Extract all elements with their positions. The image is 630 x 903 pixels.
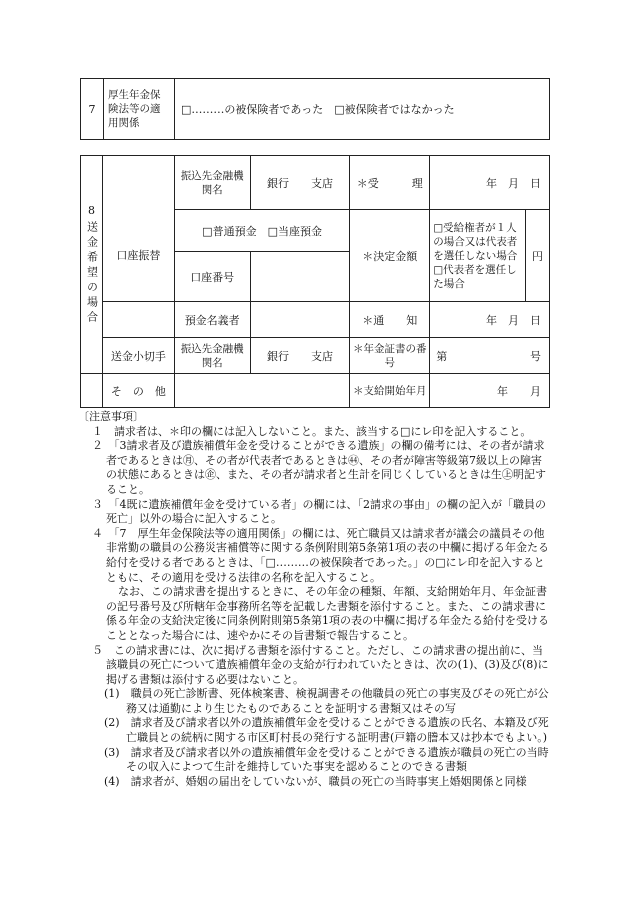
note-4: ４ 「7 厚生年金保険法等の適用関係」の欄には、死亡職員又は請求者が議会の議員その他非常勤の職員の公務災害補償等に関する条例附則第5条第1項の表の中欄に掲げる年金たる給付を受ける者であるときは、「□………の被保険者であった。」の□にレ印を記入するとともに、その適用を受ける法律の名称を記入すること。: [92, 526, 549, 584]
account-holder-field[interactable]: [250, 302, 350, 338]
note-5: ５ この請求書には、次に掲げる書類を添付すること。ただし、この請求書の提出前に、当該職員の死亡について遺族補償年金の支給が行われていたときは、次の(1)、(3)及び(8)に掲げる書類は添付する必要はないこと。: [92, 643, 549, 686]
section8-table: [80, 155, 550, 408]
note-5-item-2: (2) 請求者及び請求者以外の遺族補償年金を受けることができる遺族の氏名、本籍及び死亡職員との続柄に関する市区町村長の発行する証明書(戸籍の謄本又は抄本でもよい。): [104, 716, 549, 745]
note-5-item-1: (1) 職員の死亡診断書、死体検案書、検視調書その他職員の死亡の事実及びその死亡が公務又は通勤により生じたものであることを証明する書類又はその写: [104, 687, 549, 715]
notice-date[interactable]: 年 月 日: [430, 302, 550, 338]
section7-table: [80, 78, 550, 140]
other-field[interactable]: [174, 374, 350, 408]
note-5-item-3: (3) 請求者及び請求者以外の遺族補償年金を受けることができる遺族が職員の死亡の当時その収入によつて生計を維持していた事実を認めることのできる書類: [104, 745, 549, 774]
account-number-label: 口座番号: [174, 252, 250, 302]
receipt-date[interactable]: 年 月 日: [430, 156, 550, 210]
decision-amount-note[interactable]: □受給権者が１人の場合又は代表者を選任しない場合□代表者を選任した場合: [430, 210, 526, 302]
s8-number: 8: [87, 203, 95, 217]
note-5-item-4: (4) 請求者が、婚姻の届出をしていないが、職員の死亡の当時事実上婚姻関係と同様: [104, 774, 527, 788]
note-1: １ 請求者は、＊印の欄には記入しないこと。また、該当する□にレ印を記入すること。: [92, 424, 532, 438]
s8-left-column: [81, 156, 103, 374]
s7-number: 7: [81, 79, 104, 140]
note-3: ３ 「4既に遺族補償年金を受けている者」の欄には、「2請求の事由」の欄の記入が「職員の死亡」以外の場合に記入すること。: [92, 497, 546, 526]
yen-unit: 円: [525, 210, 549, 302]
s8-label: 送金希望の場合: [85, 220, 99, 326]
remittance-check-label: 送金小切手: [102, 338, 174, 374]
note-4-continued: なお、この請求書を提出するときに、その年金の種類、年額、支給開始年月、年金証書の記号番号及び所轄年金事務所名等を記載した書類を添付すること。また、この請求書に係る年金の支給決定後に同条例附則第5条第1項の表の中欄に掲げる年金たる給付を受けることとなった場合には、速やかにその旨書類で報告すること。: [106, 585, 549, 642]
receipt-label: ＊受 理: [350, 156, 430, 210]
notes-heading: 〔注意事項〕: [78, 410, 144, 423]
furikomi-bank-label: 振込先金融機関名: [174, 156, 250, 210]
notice-label: ＊通 知: [350, 302, 430, 338]
start-month-label: ＊支給開始年月: [350, 374, 430, 408]
dai-label: 第: [436, 349, 448, 363]
pension-cert-label: ＊年金証書の番号: [350, 338, 430, 374]
other-label: そ の 他: [102, 374, 174, 408]
note-2: ２ 「3請求者及び遺族補償年金を受けることができる遺族」の欄の備考には、その者が請求者であるときは㊊、その者が代表者であるときは㊹、その者が障害等級第7級以上の障害の状態にあるときは㊭、また、その者が請求者と生計を同じくしているときは生㊤明記すること。: [92, 439, 546, 496]
pension-cert-field[interactable]: [430, 338, 550, 374]
account-transfer-label: 口座振替: [102, 210, 174, 302]
account-holder-label: 預金名義者: [174, 302, 250, 338]
check-bank-branch-field[interactable]: 銀行 支店: [250, 338, 350, 374]
decision-amount-label: ＊決定金額: [350, 210, 430, 302]
s7-content[interactable]: □………の被保険者であった □被保険者ではなかった: [175, 79, 550, 140]
start-month-field[interactable]: 年 月: [430, 374, 550, 408]
notes-section: [78, 410, 552, 789]
check-bank-label: 振込先金融機関名: [174, 338, 250, 374]
bank-branch-field[interactable]: 銀行 支店: [250, 156, 350, 210]
go-label: 号: [530, 349, 541, 363]
account-number-field[interactable]: [250, 252, 350, 302]
deposit-type-options[interactable]: □普通預金 □当座預金: [174, 210, 350, 252]
s7-label: 厚生年金保険法等の適用関係: [104, 79, 175, 140]
